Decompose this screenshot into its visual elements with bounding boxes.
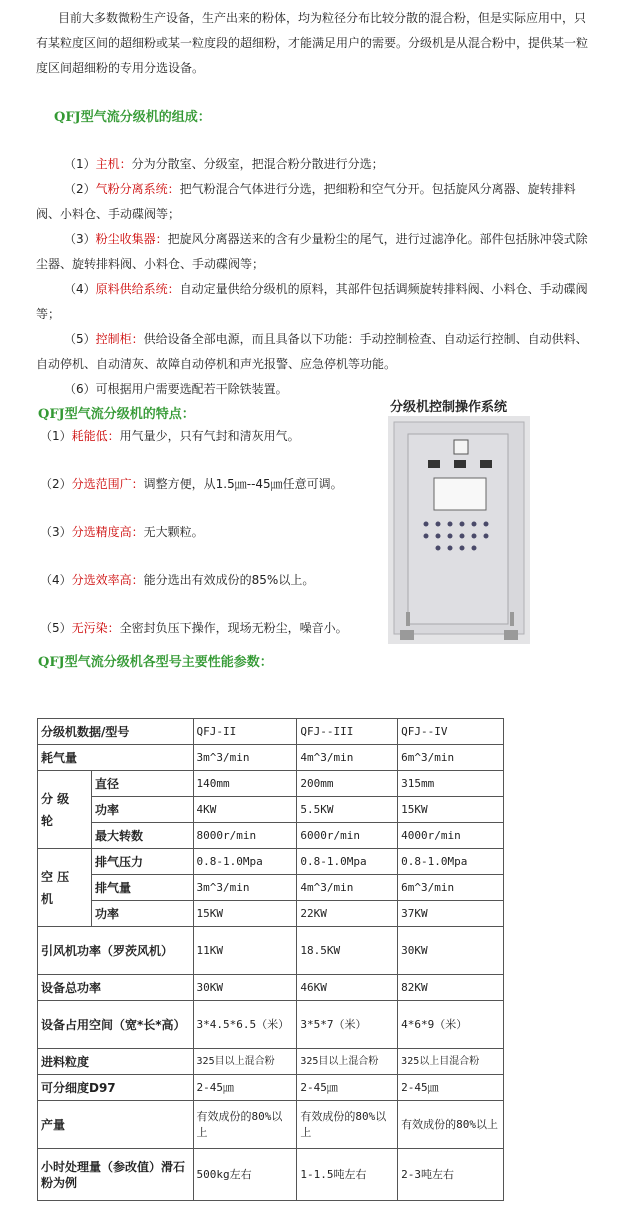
compressor-group-label: 空 压 机 <box>38 849 92 927</box>
feature-item-3: （3）分选精度高：无大颗粒。 <box>40 525 204 539</box>
control-cabinet-image <box>388 416 530 644</box>
feature-item-4: （4）分选效率高：能分选出有效成份的85%以上。 <box>40 573 315 587</box>
composition-item-6: （6）可根据用户需要选配若干除铁装置。 <box>64 382 288 396</box>
feature-item-5: （5）无污染：全密封负压下操作，现场无粉尘，噪音小。 <box>40 621 348 635</box>
table-row: 进料粒度 325目以上混合粉 325目以上混合粉 325以上目混合粉 <box>38 1049 504 1075</box>
table-row: 耗气量 3m^3/min 4m^3/min 6m^3/min <box>38 745 504 771</box>
table-row: 最大转数 8000r/min 6000r/min 4000r/min <box>38 823 504 849</box>
table-row: 设备总功率 30KW 46KW 82KW <box>38 975 504 1001</box>
table-header-row <box>38 719 504 745</box>
table-row: 排气量 3m^3/min 4m^3/min 6m^3/min <box>38 875 504 901</box>
header-col: QFJ--III <box>297 719 398 745</box>
table-row: 功率 15KW 22KW 37KW <box>38 901 504 927</box>
table-row: 产量 有效成份的80%以上 有效成份的80%以上 有效成份的80%以上 <box>38 1101 504 1149</box>
feature-item-2: （2）分选范围广：调整方便，从1.5㎛--45㎛任意可调。 <box>40 477 343 491</box>
params-heading: QFJ型气流分级机各型号主要性能参数： <box>38 655 273 670</box>
table-row: 引风机功率（罗茨风机） 11KW 18.5KW 30KW <box>38 927 504 975</box>
header-col: QFJ-II <box>193 719 297 745</box>
header-col: QFJ--IV <box>398 719 504 745</box>
specs-table <box>37 718 504 1201</box>
composition-item-3: （3）粉尘收集器：把旋风分离器送来的含有少量粉尘的尾气，进行过滤净化。部件包括脉冲袋式除尘器、旋转排料阀、小料仓、手动碟阀等； <box>36 232 588 271</box>
table-row: 小时处理量（参改值）滑石粉为例 500kg左右 1-1.5吨左右 2-3吨左右 <box>38 1149 504 1201</box>
wheel-group-label: 分 级 轮 <box>38 771 92 849</box>
composition-heading: QFJ型气流分级机的组成： <box>54 110 211 125</box>
table-row: 功率 4KW 5.5KW 15KW <box>38 797 504 823</box>
composition-item-2: （2）气粉分离系统：把气粉混合气体进行分选，把细粉和空气分开。包括旋风分离器、旋转排料阀、小料仓、手动碟阀等； <box>36 182 576 221</box>
composition-item-4: （4）原料供给系统：自动定量供给分级机的原料，其部件包括调频旋转排料阀、小料仓、手动碟阀等； <box>36 282 588 321</box>
features-heading: QFJ型气流分级机的特点： <box>38 407 195 422</box>
cabinet-title: 分级机控制操作系统 <box>390 400 508 415</box>
feature-item-1: （1）耗能低：用气量少，只有气封和清灰用气。 <box>40 429 300 443</box>
table-row: 设备占用空间（宽*长*高） 3*4.5*6.5（米） 3*5*7（米） 4*6*9（米） <box>38 1001 504 1049</box>
composition-list <box>36 152 592 402</box>
table-row: 可分细度D97 2-45㎛ 2-45㎛ 2-45㎛ <box>38 1075 504 1101</box>
table-row: 分 级 轮 直径 140mm 200mm 315mm <box>38 771 504 797</box>
header-model: 分级机数据/型号 <box>38 719 194 745</box>
intro-paragraph: 目前大多数微粉生产设备，生产出来的粉体，均为粒径分布比较分散的混合粉，但是实际应用中，只有某粒度区间的超细粉或某一粒度段的超细粉，才能满足用户的需要。分级机是从混合粉中，提供某一粒度区间超细粉的专用分选设备。 <box>36 11 589 75</box>
composition-item-1: （1）主机：分为分散室、分级室，把混合粉分散进行分选； <box>64 157 384 171</box>
composition-item-5: （5）控制柜：供给设备全部电源，而且具备以下功能：手动控制检查、自动运行控制、自动供料、自动停机、自动清灰、故障自动停机和声光报警、应急停机等功能。 <box>36 332 588 371</box>
table-row: 空 压 机 排气压力 0.8-1.0Mpa 0.8-1.0Mpa 0.8-1.0Mpa <box>38 849 504 875</box>
